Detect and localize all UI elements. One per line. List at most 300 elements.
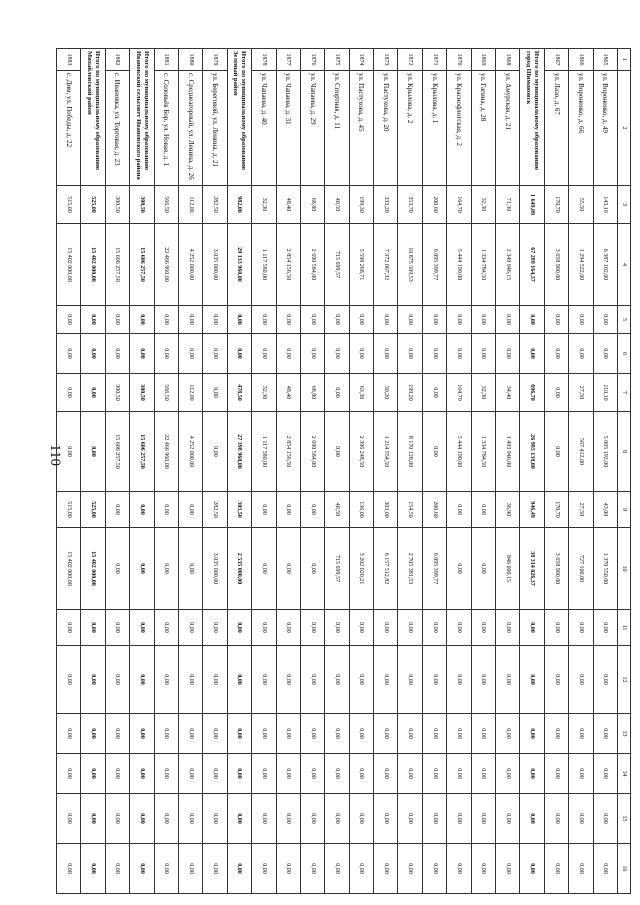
cell-c10: 727 100,00 [569,528,593,610]
cell-c7: 112,00 [178,374,202,412]
cell-c14: 0,00 [569,754,593,794]
row-number-cell: 1880 [178,49,202,71]
column-header: 10 [618,528,631,610]
cell-c10: 0,00 [178,528,202,610]
cell-c3: 199,30 [349,186,373,224]
total-label-cell: Итого по муниципальному образованию Михайловский район [81,49,105,186]
cell-c4: 2 349 946,15 [496,224,520,306]
cell-c9: 27,50 [569,492,593,528]
cell-c13: 0,00 [374,714,398,754]
cell-c16: 0,00 [105,844,129,894]
row-number-cell: 1876 [300,49,324,71]
cell-c6: 0,00 [496,334,520,374]
cell-c13: 0,00 [276,714,300,754]
cell-c15: 0,00 [325,794,349,844]
cell-c10: 0,00 [154,528,178,610]
cell-c14: 0,00 [300,754,324,794]
cell-c3: 170,70 [544,186,568,224]
cell-c12: 0,00 [130,646,154,714]
row-number-cell: 1869 [471,49,495,71]
data-table [56,48,631,894]
cell-c13: 0,00 [471,714,495,754]
cell-c15: 0,00 [105,794,129,844]
cell-c9: 154,50 [398,492,422,528]
cell-c5: 0,00 [105,306,129,334]
cell-c11: 0,00 [471,610,495,646]
cell-c15: 0,00 [276,794,300,844]
total-label-cell: Итого по муниципальному образованию Зеленый район [227,49,251,186]
cell-c8: 2 854 156,50 [276,412,300,492]
cell-c8: 0,00 [203,412,227,492]
cell-c14: 0,00 [57,754,81,794]
cell-c8: 26 985 138,00 [520,412,544,492]
cell-c5: 0,00 [276,306,300,334]
cell-c10: 0,00 [105,528,129,610]
cell-c8: 8 170 128,00 [398,412,422,492]
cell-c9: 303,50 [227,492,251,528]
cell-c10: 15 402 000,00 [57,528,81,610]
table-row [178,49,202,894]
cell-c14: 0,00 [203,754,227,794]
cell-c6: 0,00 [349,334,373,374]
total-row [520,49,544,894]
cell-c13: 0,00 [422,714,446,754]
cell-c5: 0,00 [57,306,81,334]
cell-c10: 0,00 [130,528,154,610]
cell-c10: 3 202 020,21 [349,528,373,610]
cell-c3: 71,30 [496,186,520,224]
cell-c4: 1 117 580,00 [252,224,276,306]
cell-c9: 0,00 [276,492,300,528]
cell-c9: 0,00 [130,492,154,528]
cell-c16: 0,00 [203,844,227,894]
cell-c12: 0,00 [544,646,568,714]
row-number-cell: 1879 [203,49,227,71]
table-row [57,49,81,894]
cell-c8: 0,00 [422,412,446,492]
cell-c4: 6 095 399,77 [422,224,446,306]
cell-c9: 525,00 [81,492,105,528]
cell-c12: 0,00 [374,646,398,714]
cell-c3: 300,50 [130,186,154,224]
cell-c7: 63,30 [349,374,373,412]
cell-c12: 0,00 [593,646,617,714]
cell-c3: 525,00 [81,186,105,224]
cell-c4: 2 690 584,00 [300,224,324,306]
cell-c15: 0,00 [227,794,251,844]
cell-c13: 0,00 [105,714,129,754]
cell-c14: 0,00 [374,754,398,794]
cell-c14: 0,00 [130,754,154,794]
cell-c8: 0,00 [81,412,105,492]
cell-c3: 982,00 [227,186,251,224]
cell-c5: 0,00 [300,306,324,334]
cell-c12: 0,00 [398,646,422,714]
cell-c14: 0,00 [544,754,568,794]
row-number-cell: 1871 [422,49,446,71]
table-row [325,49,349,894]
column-header-row [618,49,631,894]
column-header: 9 [618,492,631,528]
column-header: 6 [618,334,631,374]
cell-c10: 6 157 512,82 [374,528,398,610]
cell-c12: 0,00 [227,646,251,714]
table-row [374,49,398,894]
column-header: 1 [618,49,631,71]
address-cell: с. Среднеагорный, ул. Ленина, д. 26 [178,71,202,186]
cell-c11: 0,00 [57,610,81,646]
cell-c15: 0,00 [349,794,373,844]
column-header: 11 [618,610,631,646]
cell-c8: 2 690 584,00 [300,412,324,492]
cell-c15: 0,00 [57,794,81,844]
cell-c9: 136,00 [349,492,373,528]
cell-c16: 0,00 [276,844,300,894]
cell-c13: 0,00 [154,714,178,754]
cell-c16: 0,00 [398,844,422,894]
cell-c6: 0,00 [203,334,227,374]
cell-c3: 333,20 [374,186,398,224]
cell-c11: 0,00 [105,610,129,646]
cell-c4: 29 133 960,00 [227,224,251,306]
cell-c7: 300,50 [105,374,129,412]
cell-c5: 0,00 [593,306,617,334]
total-label-cell: Итого по муниципальному образованию Ивановский сельсовет Ивановского района [130,49,154,186]
column-header: 4 [618,224,631,306]
cell-c5: 0,00 [130,306,154,334]
row-number-cell: 1883 [57,49,81,71]
cell-c3: 55,50 [569,186,593,224]
table-row [593,49,617,894]
cell-c12: 0,00 [325,646,349,714]
cell-c6: 0,00 [276,334,300,374]
cell-c10: 38 314 026,37 [520,528,544,610]
cell-c6: 0,00 [593,334,617,374]
cell-c16: 0,00 [300,844,324,894]
cell-c14: 0,00 [227,754,251,794]
cell-c8: 567 412,00 [569,412,593,492]
cell-c6: 0,00 [252,334,276,374]
cell-c8: 5 005 192,00 [593,412,617,492]
cell-c10: 846 000,15 [496,528,520,610]
cell-c14: 0,00 [349,754,373,794]
cell-c6: 0,00 [471,334,495,374]
cell-c5: 0,00 [203,306,227,334]
cell-c12: 0,00 [422,646,446,714]
cell-c11: 0,00 [520,610,544,646]
cell-c10: 0,00 [471,528,495,610]
cell-c4: 715 699,57 [325,224,349,306]
cell-c14: 0,00 [447,754,471,794]
cell-c8: 0,00 [57,412,81,492]
cell-c9: 0,00 [300,492,324,528]
address-cell: с. Дим, ул. Победы, д. 22 [57,71,81,186]
cell-c10: 0,00 [252,528,276,610]
row-number-cell: 1868 [496,49,520,71]
cell-c15: 0,00 [593,794,617,844]
cell-c9: 946,49 [520,492,544,528]
cell-c16: 0,00 [422,844,446,894]
cell-c16: 0,00 [227,844,251,894]
cell-c4: 1 334 784,50 [471,224,495,306]
cell-c5: 0,00 [178,306,202,334]
cell-c12: 0,00 [349,646,373,714]
cell-c4: 1 294 522,00 [569,224,593,306]
cell-c6: 0,00 [544,334,568,374]
cell-c5: 0,00 [544,306,568,334]
cell-c6: 0,00 [325,334,349,374]
cell-c7: 0,00 [57,374,81,412]
cell-c9: 0,00 [105,492,129,528]
cell-c5: 0,00 [227,306,251,334]
cell-c8: 0,00 [325,412,349,492]
cell-c9: 40,50 [325,492,349,528]
cell-c15: 0,00 [178,794,202,844]
cell-c4: 22 466 960,00 [154,224,178,306]
cell-c3: 32,30 [252,186,276,224]
cell-c16: 0,00 [593,844,617,894]
cell-c3: 200,60 [422,186,446,224]
table-row [398,49,422,894]
cell-c16: 0,00 [178,844,202,894]
cell-c10: 0,00 [300,528,324,610]
cell-c14: 0,00 [593,754,617,794]
cell-c15: 0,00 [569,794,593,844]
cell-c13: 0,00 [178,714,202,754]
cell-c12: 0,00 [569,646,593,714]
row-number-cell: 1875 [325,49,349,71]
cell-c5: 0,00 [496,306,520,334]
cell-c6: 0,00 [81,334,105,374]
cell-c10: 1 370 550,00 [593,528,617,610]
cell-c6: 0,00 [300,334,324,374]
cell-c4: 67 289 164,37 [520,224,544,306]
page-number: 110 [47,444,63,466]
address-cell: ул. Береговой, ул. Ленина, д. 21 [203,71,227,186]
cell-c13: 0,00 [496,714,520,754]
cell-c11: 0,00 [252,610,276,646]
cell-c7: 0,00 [325,374,349,412]
cell-c5: 0,00 [349,306,373,334]
cell-c13: 0,00 [203,714,227,754]
cell-c16: 0,00 [496,844,520,894]
cell-c5: 0,00 [252,306,276,334]
cell-c7: 164,70 [447,374,471,412]
document-sheet [64,48,631,893]
cell-c8: 15 606 257,50 [105,412,129,492]
cell-c8: 2 396 248,50 [349,412,373,492]
cell-c15: 0,00 [544,794,568,844]
cell-c11: 0,00 [496,610,520,646]
cell-c5: 0,00 [154,306,178,334]
cell-c12: 0,00 [203,646,227,714]
cell-c12: 0,00 [300,646,324,714]
address-cell: ул. Спортная, д. 11 [325,71,349,186]
cell-c9: 0,00 [154,492,178,528]
row-number-cell: 1874 [349,49,373,71]
cell-c14: 0,00 [496,754,520,794]
cell-c15: 0,00 [398,794,422,844]
table-row [276,49,300,894]
cell-c14: 0,00 [276,754,300,794]
cell-c4: 15 606 257,50 [130,224,154,306]
cell-c10: 6 095 399,77 [422,528,446,610]
cell-c9: 0,00 [447,492,471,528]
cell-c15: 0,00 [154,794,178,844]
cell-c8: 1 214 554,50 [374,412,398,492]
table-body [57,49,618,894]
cell-c6: 0,00 [130,334,154,374]
cell-c14: 0,00 [154,754,178,794]
cell-c16: 0,00 [325,844,349,894]
cell-c6: 0,00 [569,334,593,374]
cell-c8: 22 466 960,00 [154,412,178,492]
cell-c12: 0,00 [471,646,495,714]
row-number-cell: 1870 [447,49,471,71]
total-row [227,49,251,894]
cell-c11: 0,00 [349,610,373,646]
cell-c4: 15 402 000,00 [81,224,105,306]
total-label-cell: Итого по муниципальному образованию город Шимановск [520,49,544,186]
cell-c4: 5 444 190,00 [447,224,471,306]
cell-c4: 7 372 067,32 [374,224,398,306]
cell-c13: 0,00 [569,714,593,754]
cell-c7: 478,50 [227,374,251,412]
cell-c10: 715 699,57 [325,528,349,610]
cell-c11: 0,00 [203,610,227,646]
cell-c13: 0,00 [57,714,81,754]
address-cell: ул. Пастухова, д. 45 [349,71,373,186]
cell-c12: 0,00 [252,646,276,714]
cell-c14: 0,00 [105,754,129,794]
cell-c9: 200,60 [422,492,446,528]
cell-c7: 0,00 [422,374,446,412]
cell-c3: 48,40 [276,186,300,224]
cell-c8: 1 493 946,00 [496,412,520,492]
address-cell: ул. Чапаева, д. 40 [252,71,276,186]
cell-c13: 0,00 [593,714,617,754]
cell-c16: 0,00 [154,844,178,894]
cell-c13: 0,00 [252,714,276,754]
address-cell: ул. Лазо, д. 67 [544,71,568,186]
cell-c7: 34,40 [496,374,520,412]
cell-c13: 0,00 [81,714,105,754]
cell-c11: 0,00 [447,610,471,646]
cell-c5: 0,00 [422,306,446,334]
cell-c5: 0,00 [374,306,398,334]
row-number-cell: 1877 [276,49,300,71]
table-row [349,49,373,894]
cell-c5: 0,00 [447,306,471,334]
cell-c13: 0,00 [520,714,544,754]
cell-c6: 0,00 [398,334,422,374]
cell-c16: 0,00 [374,844,398,894]
cell-c6: 0,00 [374,334,398,374]
table-row [300,49,324,894]
cell-c8: 0,00 [544,412,568,492]
address-cell: ул. Крылова, д. 2 [398,71,422,186]
cell-c3: 353,70 [398,186,422,224]
cell-c9: 0,00 [178,492,202,528]
cell-c11: 0,00 [154,610,178,646]
column-header: 16 [618,844,631,894]
table-row [252,49,276,894]
cell-c14: 0,00 [325,754,349,794]
cell-c15: 0,00 [520,794,544,844]
cell-c8: 1 334 784,50 [471,412,495,492]
cell-c13: 0,00 [447,714,471,754]
table-row [447,49,471,894]
column-header: 7 [618,374,631,412]
cell-c6: 0,00 [227,334,251,374]
cell-c11: 0,00 [593,610,617,646]
column-header: 15 [618,794,631,844]
cell-c8: 4 252 000,00 [178,412,202,492]
column-header: 2 [618,71,631,186]
cell-c11: 0,00 [544,610,568,646]
cell-c4: 15 402 000,00 [57,224,81,306]
cell-c16: 0,00 [130,844,154,894]
cell-c7: 0,00 [544,374,568,412]
address-cell: ул. Амурская, д. 21 [496,71,520,186]
cell-c7: 0,00 [81,374,105,412]
cell-c12: 0,00 [81,646,105,714]
cell-c16: 0,00 [544,844,568,894]
cell-c3: 32,30 [471,186,495,224]
cell-c7: 30,20 [374,374,398,412]
address-cell: ул. Краснофлотская, д. 2 [447,71,471,186]
cell-c13: 0,00 [300,714,324,754]
cell-c13: 0,00 [349,714,373,754]
cell-c6: 0,00 [105,334,129,374]
cell-c11: 0,00 [81,610,105,646]
address-cell: с. Ивановка, ул. Торговая, д. 23 [105,71,129,186]
cell-c7: 0,00 [203,374,227,412]
row-number-cell: 1865 [593,49,617,71]
address-cell: ул. Крылова, д. 1 [422,71,446,186]
cell-c15: 0,00 [496,794,520,844]
address-cell: ул. Чапаева, д. 29 [300,71,324,186]
table-row [203,49,227,894]
address-cell: ул. Вороненко, д. 49 [593,71,617,186]
cell-c4: 5 598 268,71 [349,224,373,306]
cell-c12: 0,00 [178,646,202,714]
cell-c9: 43,00 [593,492,617,528]
cell-c16: 0,00 [569,844,593,894]
cell-c14: 0,00 [471,754,495,794]
cell-c4: 3 658 900,00 [544,224,568,306]
cell-c16: 0,00 [57,844,81,894]
cell-c11: 0,00 [276,610,300,646]
cell-c11: 0,00 [325,610,349,646]
table-row [544,49,568,894]
table-row [569,49,593,894]
cell-c4: 10 875 509,53 [398,224,422,306]
cell-c16: 0,00 [471,844,495,894]
cell-c7: 696,70 [520,374,544,412]
cell-c10: 3 035 000,00 [203,528,227,610]
cell-c9: 0,00 [252,492,276,528]
cell-c11: 0,00 [227,610,251,646]
cell-c16: 0,00 [252,844,276,894]
cell-c11: 0,00 [178,610,202,646]
cell-c5: 0,00 [569,306,593,334]
table-row [154,49,178,894]
cell-c6: 0,00 [422,334,446,374]
cell-c3: 164,70 [447,186,471,224]
address-cell: с. Соловьёв Бор, ул. Новая, д. 1 [154,71,178,186]
cell-c8: 15 606 257,50 [130,412,154,492]
